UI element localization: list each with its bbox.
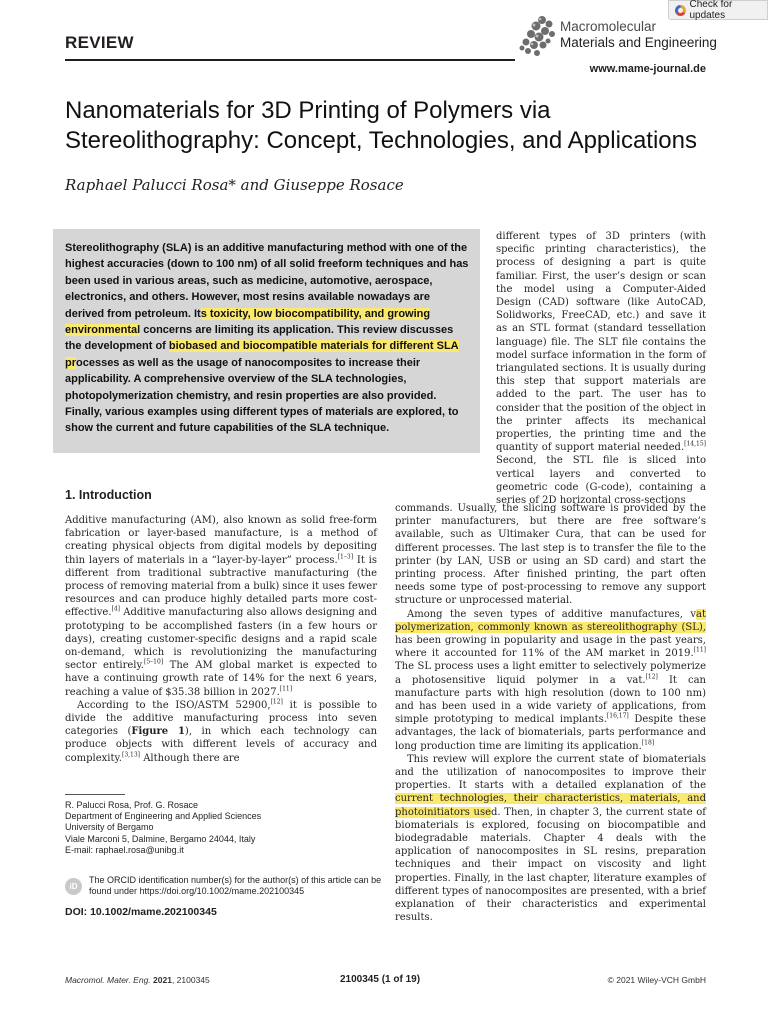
abstract-text [65,240,470,437]
text-segment: it is possible to divide the additive manufacturing process into seven categories ( [65,699,378,738]
text-segment: Second, the STL file is sliced into vertical layers and converted to geometric code (G-code), containing a series of 2D horizontal cross-sections [496,455,706,507]
text-segment: has been growing in popularity and usage in the past years, where it accounted for 11% of the AM market in 2019. [395,635,706,660]
citation-link[interactable]: [12] [270,698,283,706]
journal-logo-icon [518,14,558,58]
text-segment: The AM global market is expected to have a continuing growth rate of 14% for the next 6 years, reaching a value of $35.38 billion in 2027. [65,660,377,698]
citation-link[interactable]: [11] [279,685,293,693]
affiliation-line: Department of Engineering and Applied Sciences [65,811,262,822]
paragraph [395,502,706,608]
affiliation-line: R. Palucci Rosa, Prof. G. Rosace [65,800,199,810]
abstract-segment: concerns are limiting its application. This review discusses the development of [65,324,454,353]
footer-journal: Macromol. Mater. Eng. [65,975,151,985]
citation-link[interactable]: [11] [693,646,706,654]
footnote-rule [65,794,125,795]
citation-link[interactable]: [18] [641,739,655,747]
right-column-top [496,230,706,507]
author-affiliation [65,800,385,856]
text-highlight: current technologies, their characteristics, materials, and photoinitiators use [395,793,706,818]
journal-name-line1: Macromolecular [560,19,657,34]
orcid-icon: iD [65,878,82,895]
paragraph [65,699,377,765]
citation-link[interactable]: [3,13] [121,751,141,759]
section-label: REVIEW [65,33,134,52]
citation-link[interactable]: [14,15] [684,440,706,448]
text-segment: This review will explore the current state of biomaterials and the utilization of nanocomposites to improve their properties. It starts with a detailed explanation of the [395,753,706,792]
affiliation-line: Viale Marconi 5, Dalmine, Bergamo 24044, Italy [65,833,256,844]
crossmark-icon [675,5,686,16]
page-number: 2100345 (1 of 19) [340,974,421,985]
paragraph [395,753,706,925]
footer-citation [65,975,210,985]
doi-link[interactable]: DOI: 10.1002/mame.202100345 [65,906,217,918]
text-segment: commands. Usually, the slicing software is provided by the printer manufacturers, but there are free software’s available, such as Ultimaker Cura, that can be used for different processes. The last step is to transfer the file to the printer (by LAN, USB or using an SD card) and start the printing process. After finished printing, the part often needs some type of post-processing to remove any support structure or unprocessed material. [395,503,706,607]
paragraph [65,514,377,699]
citation-link[interactable]: [5–10] [143,658,164,666]
citation-link[interactable]: [4] [111,606,121,614]
header-rule [65,59,515,61]
orcid-note[interactable]: The ORCID identification number(s) for the author(s) of this article can be found under https://doi.org/10.1002/mame.202100345 [89,875,382,896]
text-segment: Although there are [140,752,240,764]
author-email-link[interactable]: E-mail: raphael.rosa@unibg.it [65,844,184,855]
paragraph [496,230,706,507]
article-authors: Raphael Palucci Rosa* and Giuseppe Rosace [65,176,404,194]
text-segment: According to the ISO/ASTM 52900, [77,699,271,711]
text-segment: Additive manufacturing (AM), also known as solid free-form fabrication or layer-based manufacture, is a method of creating physical objects from digital models by depositing thin layers of materials in a “layer-by-layer” process. [65,515,377,566]
footer-year: 2021 [153,975,172,985]
affiliation-line: University of Bergamo [65,822,154,833]
abstract-segment: ocesses as well as the usage of nanocomposites to increase their applicability. A comprehensive overview of the SLA technologies, photopolymerization chemistry, and resin properties are also provided. Finally, various examples using different types of materials are explored, to show the current and future capabilities of the SLA technique. [65,356,459,435]
check-for-updates-button[interactable] [668,0,768,20]
text-segment: Additive manufacturing also allows designing and prototyping to be accomplished fasters (in a few hours or days), creating customer-specific designs and a rapid scale on-demand, which is revolutionizing the manufacturing sector entirely. [65,607,377,672]
paragraph [395,608,706,753]
abstract-highlight: s toxicity, low biocompatibility, and growing environmental [65,307,431,337]
text-segment: The SL process uses a light emitter to selectively polymerize a photosensitive liquid polymer in a vat. [395,661,706,686]
journal-name-line2: Materials and Engineering [560,35,717,50]
citation-link[interactable]: [1–3] [337,553,354,561]
abstract-highlight: biobased and biocompatible materials for different SLA pr [65,340,459,369]
copyright-notice: © 2021 Wiley-VCH GmbH [607,975,706,985]
text-segment: Among the seven types of additive manufactures, v [407,608,697,620]
left-column [65,514,377,765]
text-segment: different types of 3D printers (with specific printing characteristics), the process of designing a part is quite familiar. First, the user’s design or scan the model using a Computer-Aided Design (CAD) software (like AutoCAD, Solidworks, FreeCAD, etc.) and save it as an STL format (standard tessellation language) file. The SLT file contains the model surface information in the form of triangulated sections. It is usually during this step that support materials are added to the part. The user has to consider that the position of the object in the printer affects its mechanical properties, the printing time and the quantity of support material needed. [496,231,706,454]
check-for-updates-label: Check for updates [689,0,733,21]
footer-article-number: , 2100345 [171,975,210,985]
text-segment: ), in which each technology can produce objects with different levels of accuracy and complexity. [65,726,378,764]
right-column-bottom [395,502,706,925]
text-highlight: at polymerization, commonly known as stereolithography (SL), [395,608,706,633]
journal-url-link[interactable]: www.mame-journal.de [589,63,706,75]
citation-link[interactable]: [12] [645,673,658,681]
abstract-segment: Stereolithography (SLA) is an additive manufacturing method with one of the highest accuracies (down to 100 nm) of all solid freeform techniques and has been used in various areas, such as medicine, automotive, aerospace, electronics, and others. However, most resins available nowadays are derived from petroleum. It [65,242,469,320]
figure-link[interactable]: Figure 1 [131,726,185,738]
section-heading: 1. Introduction [65,488,152,502]
text-segment: It is different from traditional subtractive manufacturing (the process of removing material from a bulk) since it uses fewer resources and can produce highly detailed parts more cost-effective. [65,554,377,619]
citation-link[interactable]: [16,17] [606,712,629,720]
text-segment: It can manufacture parts with high resolution (down to 100 nm) and has been used in a wide variety of applications, from simple prototyping to medical implants. [395,674,706,726]
text-segment: d. Then, in chapter 3, the current state of biomaterials is explored, focusing on biocompatible and biodegradable materials. Chapter 4 deals with the application of nanocomposites in SL resins, preparation techniques and their impact on viscosity and light properties. Finally, in the last chapter, literature examples of different types of nanocomposites are presented, with a brief explanation of their characteristics and experimental results. [395,806,706,924]
article-title: Nanomaterials for 3D Printing of Polymers via Stereolithography: Concept, Technologies, and Applications [65,97,697,154]
text-segment: Despite these advantages, the lack of biomaterials, parts performance and long production time are limiting its application. [395,714,706,752]
